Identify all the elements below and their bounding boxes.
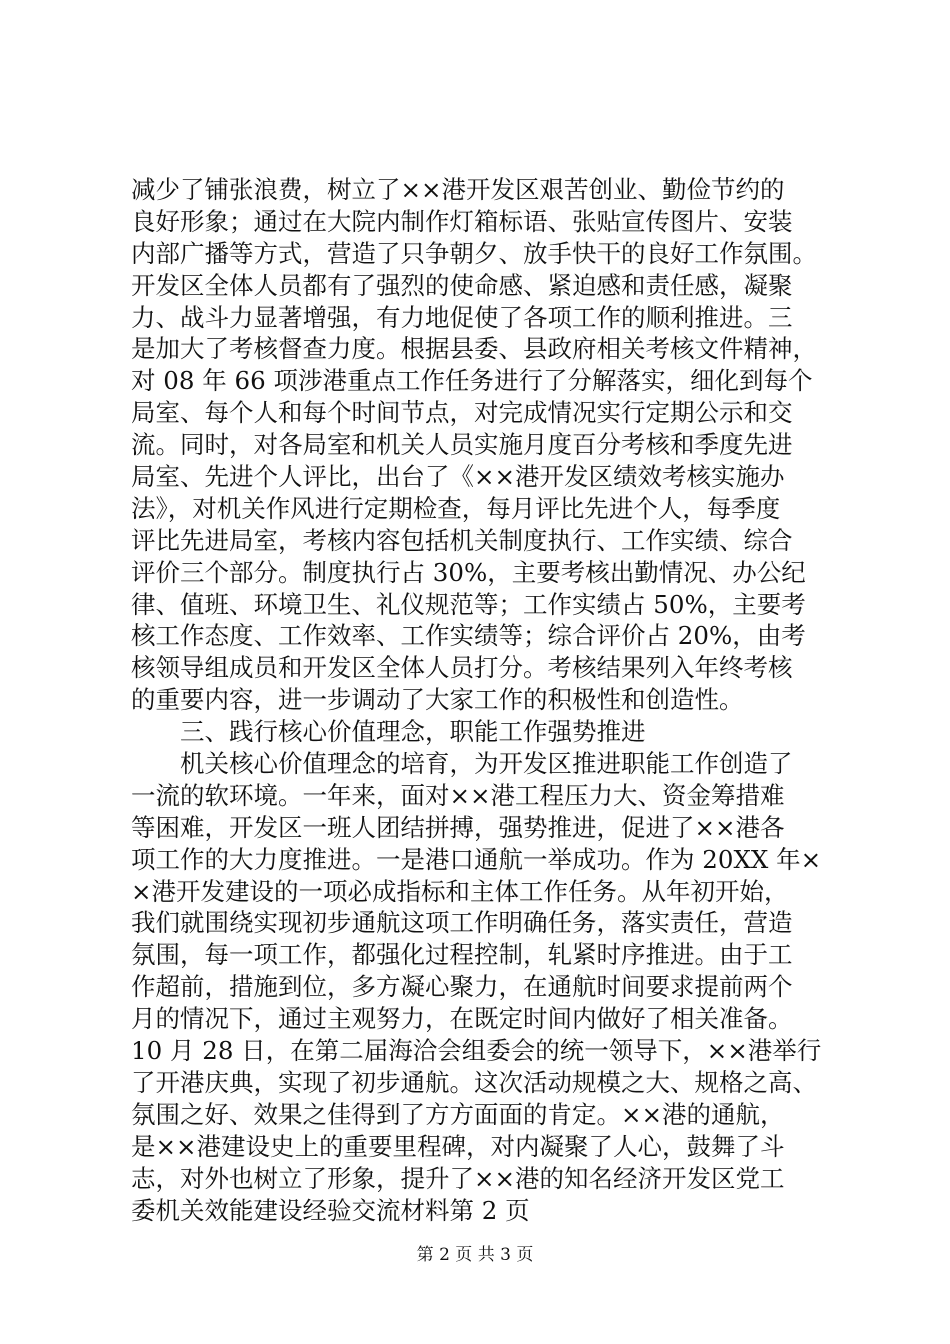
text-line: 力、战斗力显著增强，有力地促使了各项工作的顺利推进。三	[131, 302, 793, 332]
text-line: 核工作态度、工作效率、工作实绩等；综合评价占 20%，由考	[131, 621, 806, 651]
text-line: 评价三个部分。制度执行占 30%，主要考核出勤情况、办公纪	[131, 557, 806, 587]
section-heading: 三、践行核心价值理念，职能工作强势推进	[131, 717, 646, 747]
text-line: 是加大了考核督查力度。根据县委、县政府相关考核文件精神，	[131, 334, 817, 364]
text-line: 委机关效能建设经验交流材料第 2 页	[131, 1195, 530, 1225]
text-line: 减少了铺张浪费，树立了××港开发区艰苦创业、勤俭节约的	[131, 175, 785, 204]
text-line: 月的情况下，通过主观努力，在既定时间内做好了相关准备。	[131, 1004, 793, 1034]
text-line: 局室、先进个人评比，出台了《××港开发区绩效考核实施办	[131, 462, 785, 492]
text-line: 核领导组成员和开发区全体人员打分。考核结果列入年终考核	[131, 653, 793, 683]
text-line: 局室、每个人和每个时间节点，对完成情况实行定期公示和交	[131, 398, 793, 428]
text-line: 氛围之好、效果之佳得到了方方面面的肯定。××港的通航，	[131, 1099, 785, 1129]
text-line: 机关核心价值理念的培育，为开发区推进职能工作创造了	[131, 749, 793, 779]
text-line: 等困难，开发区一班人团结拼搏，强势推进，促进了××港各	[131, 812, 785, 842]
text-line: 一流的软环境。一年来，面对××港工程压力大、资金筹措难	[131, 780, 785, 810]
text-line: ×港开发建设的一项必成指标和主体工作任务。从年初开始，	[131, 876, 789, 906]
text-line: 评比先进局室，考核内容包括机关制度执行、工作实绩、综合	[131, 525, 793, 555]
text-line: 律、值班、环境卫生、礼仪规范等；工作实绩占 50%，主要考	[131, 589, 806, 619]
text-line: 志，对外也树立了形象，提升了××港的知名经济开发区党工	[131, 1163, 785, 1193]
text-line: 流。同时，对各局室和机关人员实施月度百分考核和季度先进	[131, 430, 793, 460]
text-line: 开发区全体人员都有了强烈的使命感、紧迫感和责任感，凝聚	[131, 270, 793, 300]
text-line: 法》，对机关作风进行定期检查，每月评比先进个人，每季度	[131, 493, 781, 523]
text-line: 作超前，措施到位，多方凝心聚力，在通航时间要求提前两个	[131, 972, 793, 1002]
text-line: 10 月 28 日，在第二届海洽会组委会的统一领导下，××港举行	[131, 1036, 822, 1066]
text-line: 项工作的大力度推进。一是港口通航一举成功。作为 20XX 年×	[131, 844, 822, 874]
text-line: 对 08 年 66 项涉港重点工作任务进行了分解落实，细化到每个	[131, 366, 813, 396]
text-line: 了开港庆典，实现了初步通航。这次活动规模之大、规格之高、	[131, 1067, 817, 1097]
text-line: 我们就围绕实现初步通航这项工作明确任务，落实责任，营造	[131, 908, 793, 938]
text-line: 的重要内容，进一步调动了大家工作的积极性和创造性。	[131, 685, 744, 715]
text-line: 良好形象；通过在大院内制作灯箱标语、张贴宣传图片、安装	[131, 206, 793, 236]
text-line: 氛围，每一项工作，都强化过程控制，轧紧时序推进。由于工	[131, 940, 793, 970]
text-line: 是××港建设史上的重要里程碑，对内凝聚了人心，鼓舞了斗	[131, 1131, 785, 1161]
text-line: 内部广播等方式，营造了只争朝夕、放手快干的良好工作氛围。	[131, 238, 817, 268]
document-body	[131, 174, 851, 1226]
page-number-footer: 第 2 页 共 3 页	[416, 1245, 534, 1265]
